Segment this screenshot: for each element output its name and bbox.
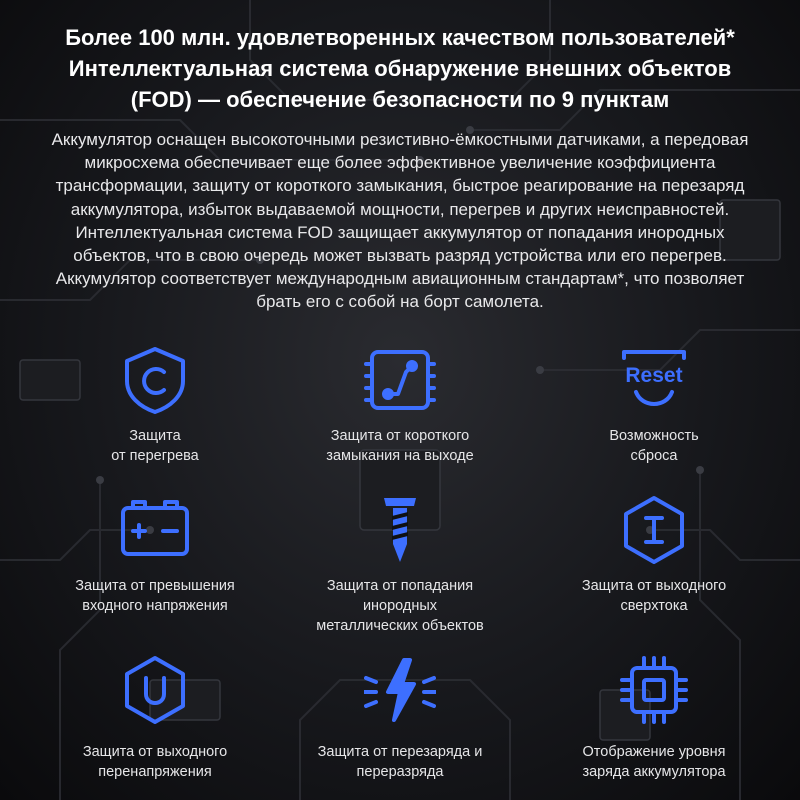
feature-label-output-overcurrent: Защита от выходного сверхтока <box>581 578 727 614</box>
feature-label-short-circuit: Защита от короткого замыкания на выходе <box>326 428 474 464</box>
feature-label-foreign-objects: Защита от попадания инородных металлических объектов <box>316 578 484 634</box>
svg-text:Reset: Reset <box>625 364 683 387</box>
shield-c-icon <box>119 344 191 416</box>
lightning-icon <box>364 654 436 726</box>
battery-icon <box>119 494 191 566</box>
screw-icon <box>364 494 436 566</box>
feature-label-overcharge: Защита от перезаряда и переразряда <box>317 744 483 780</box>
headline <box>20 22 780 115</box>
hexagon-u-icon <box>119 654 191 726</box>
circuit-board-icon <box>364 344 436 416</box>
feature-label-battery-level: Отображение уровня заряда аккумулятора <box>582 744 726 780</box>
headline-line-1: Более 100 млн. удовлетворенных качеством пользователей* <box>65 25 735 50</box>
headline-line-3: (FOD) — обеспечение безопасности по 9 пунктам <box>130 87 670 112</box>
feature-label-reset: Возможность сброса <box>609 428 699 464</box>
feature-label-output-overvoltage: Защита от выходного перенапряжения <box>82 744 228 780</box>
feature-label-input-voltage: Защита от превышения входного напряжения <box>75 578 235 614</box>
feature-label-overheat: Защита от перегрева <box>111 428 199 464</box>
description: Аккумулятор оснащен высокоточными резистивно-ёмкостными датчиками, а передовая микросхема обеспечивает еще более эффективное увеличение коэффициента трансформации, защиту от короткого замыкания, быстрое реагирование на перезаряд аккумулятора, избыток выдаваемой мощности, перегрев и других неисправностей. Интеллектуальная система FOD защищает аккумулятор от попадания инородных объектов, что в свою очередь может вызвать разряд устройства или его перегрев. Аккумулятор соответствует международным авиационным стандартам*, что позволяет брать его с собой на борт самолета. <box>51 130 749 312</box>
hexagon-i-icon <box>618 494 690 566</box>
chip-icon <box>618 654 690 726</box>
headline-line-2: Интеллектуальная система обнаружение внешних объектов <box>68 56 732 81</box>
reset-icon <box>618 344 690 416</box>
